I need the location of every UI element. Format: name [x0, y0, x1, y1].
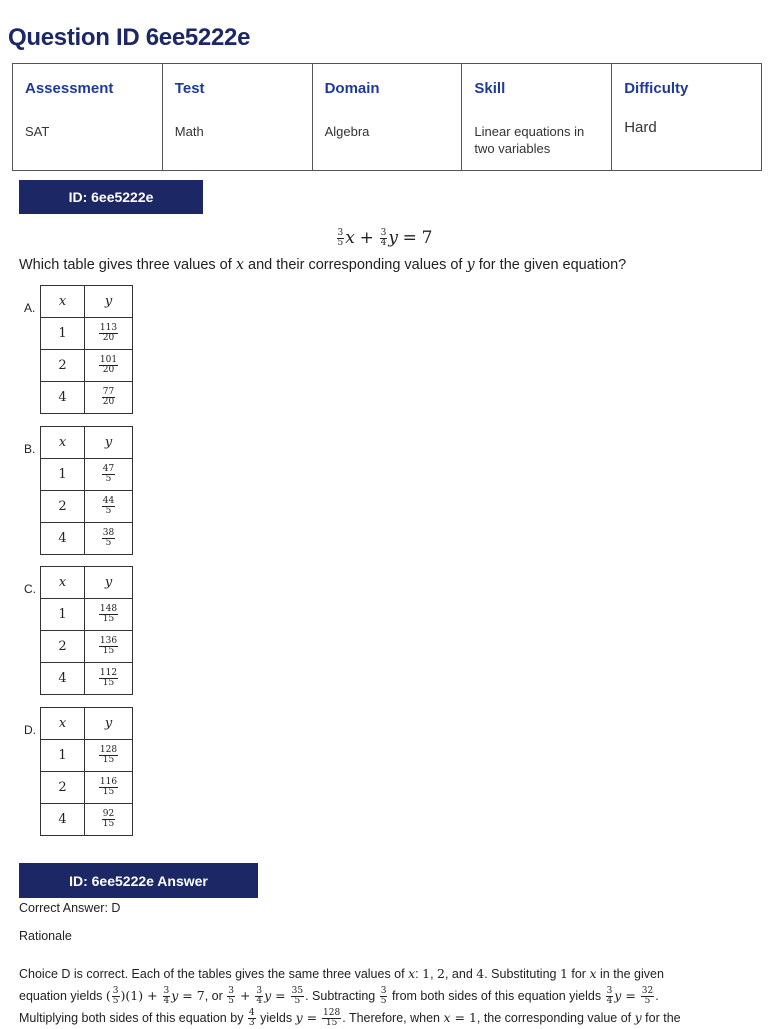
header-y: y — [85, 427, 133, 459]
meta-value: Linear equations in two variables — [474, 124, 585, 156]
x-value: 1 — [41, 459, 85, 491]
variable-x: x — [235, 257, 244, 273]
numerator: 128 — [99, 745, 118, 755]
denominator: 5 — [105, 506, 112, 516]
choice-table — [40, 707, 133, 836]
equals-sign: = — [402, 228, 417, 248]
numerator: 3 — [380, 228, 387, 239]
choice-letter: A. — [24, 301, 36, 315]
numerator: 136 — [99, 636, 118, 646]
text: , — [430, 967, 438, 981]
meta-value: SAT — [25, 124, 50, 139]
fraction — [99, 637, 118, 656]
variable-x: x — [345, 228, 355, 248]
y-value — [85, 804, 133, 836]
variable-x: x — [589, 966, 597, 981]
denominator: 20 — [102, 397, 115, 407]
header-x: x — [41, 567, 85, 599]
table-row — [41, 599, 133, 631]
text: , or — [204, 989, 227, 1003]
denominator: 5 — [105, 474, 112, 484]
header-y: y — [85, 708, 133, 740]
fraction — [99, 669, 118, 688]
header-y: y — [85, 567, 133, 599]
numerator: 38 — [102, 528, 115, 538]
x-value: 1 — [41, 599, 85, 631]
denominator: 5 — [337, 238, 344, 249]
fraction — [99, 356, 118, 375]
choice-letter: D. — [24, 723, 36, 737]
choice-letter: B. — [24, 442, 36, 456]
fraction — [102, 529, 115, 548]
text: : — [415, 967, 423, 981]
question-id-bar: ID: 6ee5222e — [19, 180, 203, 214]
y-value — [85, 318, 133, 350]
y-value — [85, 459, 133, 491]
numerator: 112 — [99, 668, 118, 678]
denominator: 15 — [102, 646, 115, 656]
fraction — [337, 229, 345, 248]
y-value — [85, 599, 133, 631]
table-row — [41, 631, 133, 663]
y-value — [85, 772, 133, 804]
header-x: x — [41, 708, 85, 740]
numerator: 47 — [102, 464, 115, 474]
table-row — [41, 318, 133, 350]
fraction — [99, 746, 118, 765]
y-value — [85, 740, 133, 772]
numerator: 92 — [102, 809, 115, 819]
meta-header: Domain — [324, 80, 380, 97]
rationale-line-3 — [19, 1007, 754, 1029]
numerator: 101 — [99, 355, 118, 365]
math-expression: y = $\frac{128}{15}$ — [295, 1008, 341, 1028]
fraction — [102, 465, 115, 484]
text: . Substituting — [484, 967, 560, 981]
choice-table — [40, 285, 133, 414]
variable-y: y — [388, 228, 398, 248]
x-value: 2 — [41, 631, 85, 663]
meta-cell-domain — [312, 64, 462, 171]
denominator: 15 — [102, 819, 115, 829]
text: Multiplying both sides of this equation by — [19, 1011, 247, 1025]
table-row — [41, 804, 133, 836]
math-expression: $\frac{3}{5}$ + $\frac{3}{4}$ y = $\frac{35}{5}$ — [228, 986, 304, 1006]
text: . Therefore, when — [342, 1011, 444, 1025]
y-value — [85, 523, 133, 555]
meta-cell-test — [162, 64, 312, 171]
question-part: Which table gives three values of — [19, 257, 236, 273]
number: 1 — [422, 966, 431, 981]
choice-table — [40, 426, 133, 555]
x-value: 4 — [41, 663, 85, 695]
metadata-table — [12, 63, 762, 171]
text: from both sides of this equation yields — [388, 989, 605, 1003]
rationale-text — [19, 963, 754, 1029]
number: 1 — [559, 966, 568, 981]
rationale-line-1 — [19, 963, 754, 985]
x-value: 2 — [41, 772, 85, 804]
meta-cell-difficulty — [612, 64, 762, 171]
header-x: x — [41, 286, 85, 318]
meta-cell-assessment — [13, 64, 163, 171]
table-row — [41, 663, 133, 695]
numerator: 148 — [99, 604, 118, 614]
x-value: 4 — [41, 382, 85, 414]
x-value: 2 — [41, 491, 85, 523]
table-row — [41, 459, 133, 491]
y-value — [85, 491, 133, 523]
rhs-value: 7 — [421, 228, 433, 248]
question-part: for the given equation? — [474, 257, 627, 273]
x-value: 4 — [41, 523, 85, 555]
y-value — [85, 382, 133, 414]
page-title: Question ID 6ee5222e — [8, 24, 251, 51]
number: 4 — [476, 966, 485, 981]
text: equation yields — [19, 989, 106, 1003]
denominator: 20 — [102, 365, 115, 375]
denominator: 20 — [102, 333, 115, 343]
meta-value: Hard — [624, 119, 657, 136]
text: for — [567, 967, 590, 981]
table-row — [41, 350, 133, 382]
text: for the — [641, 1011, 681, 1025]
denominator: 15 — [102, 614, 115, 624]
header-y: y — [85, 286, 133, 318]
numerator: 44 — [102, 496, 115, 506]
math-expression: $\frac{3}{4}$ y = $\frac{32}{5}$ — [606, 986, 654, 1006]
denominator: 5 — [105, 538, 112, 548]
fraction — [99, 778, 118, 797]
fraction: $\frac{3}{5}$ — [380, 986, 387, 1007]
text: . — [655, 989, 659, 1003]
text: yields — [256, 1011, 296, 1025]
math-expression: x = 1 — [443, 1010, 477, 1025]
y-value — [85, 631, 133, 663]
table-row — [41, 523, 133, 555]
numerator: 116 — [99, 777, 118, 787]
text: Choice D is correct. Each of the tables gives the same three values of — [19, 967, 409, 981]
meta-value: Algebra — [324, 124, 370, 139]
fraction — [380, 229, 388, 248]
table-row — [41, 740, 133, 772]
y-value — [85, 663, 133, 695]
fraction — [99, 605, 118, 624]
fraction — [102, 810, 115, 829]
meta-header: Test — [174, 80, 205, 97]
rationale-line-2 — [19, 985, 754, 1007]
fraction — [102, 497, 115, 516]
x-value: 4 — [41, 804, 85, 836]
denominator: 15 — [102, 787, 115, 797]
text: in the given — [596, 967, 664, 981]
x-value: 2 — [41, 350, 85, 382]
variable-x: x — [408, 966, 416, 981]
y-value — [85, 350, 133, 382]
correct-answer: Correct Answer: D — [19, 901, 121, 915]
numerator: 3 — [337, 228, 344, 239]
question-text — [19, 257, 626, 273]
meta-header: Difficulty — [624, 80, 689, 97]
denominator: 15 — [102, 678, 115, 688]
operator: + — [359, 228, 374, 248]
table-row — [41, 491, 133, 523]
x-value: 1 — [41, 318, 85, 350]
choice-table — [40, 566, 133, 695]
denominator: 4 — [380, 238, 387, 249]
header-x: x — [41, 427, 85, 459]
rationale-heading: Rationale — [19, 929, 72, 943]
table-row — [41, 772, 133, 804]
question-part: and their corresponding values of — [244, 257, 467, 273]
variable-y: y — [634, 1010, 642, 1025]
numerator: 77 — [102, 387, 115, 397]
fraction: $\frac{4}{3}$ — [248, 1008, 255, 1029]
text: . Subtracting — [305, 989, 379, 1003]
fraction — [102, 388, 115, 407]
meta-header: Assessment — [25, 80, 114, 97]
math-expression: ( $\frac{3}{5}$ )(1) + $\frac{3}{4}$ y = 7 — [105, 986, 205, 1006]
meta-cell-skill — [462, 64, 612, 171]
choice-letter: C. — [24, 582, 36, 596]
variable-y: y — [466, 257, 475, 273]
denominator: 15 — [102, 755, 115, 765]
given-equation — [0, 228, 768, 248]
meta-header: Skill — [474, 80, 506, 97]
answer-id-bar: ID: 6ee5222e Answer — [19, 863, 258, 898]
fraction — [99, 324, 118, 343]
text: , the corresponding value of — [476, 1011, 635, 1025]
numerator: 113 — [99, 323, 118, 333]
text: , and — [444, 967, 477, 981]
table-row — [41, 382, 133, 414]
x-value: 1 — [41, 740, 85, 772]
number: 2 — [437, 966, 445, 981]
meta-value: Math — [174, 124, 204, 139]
